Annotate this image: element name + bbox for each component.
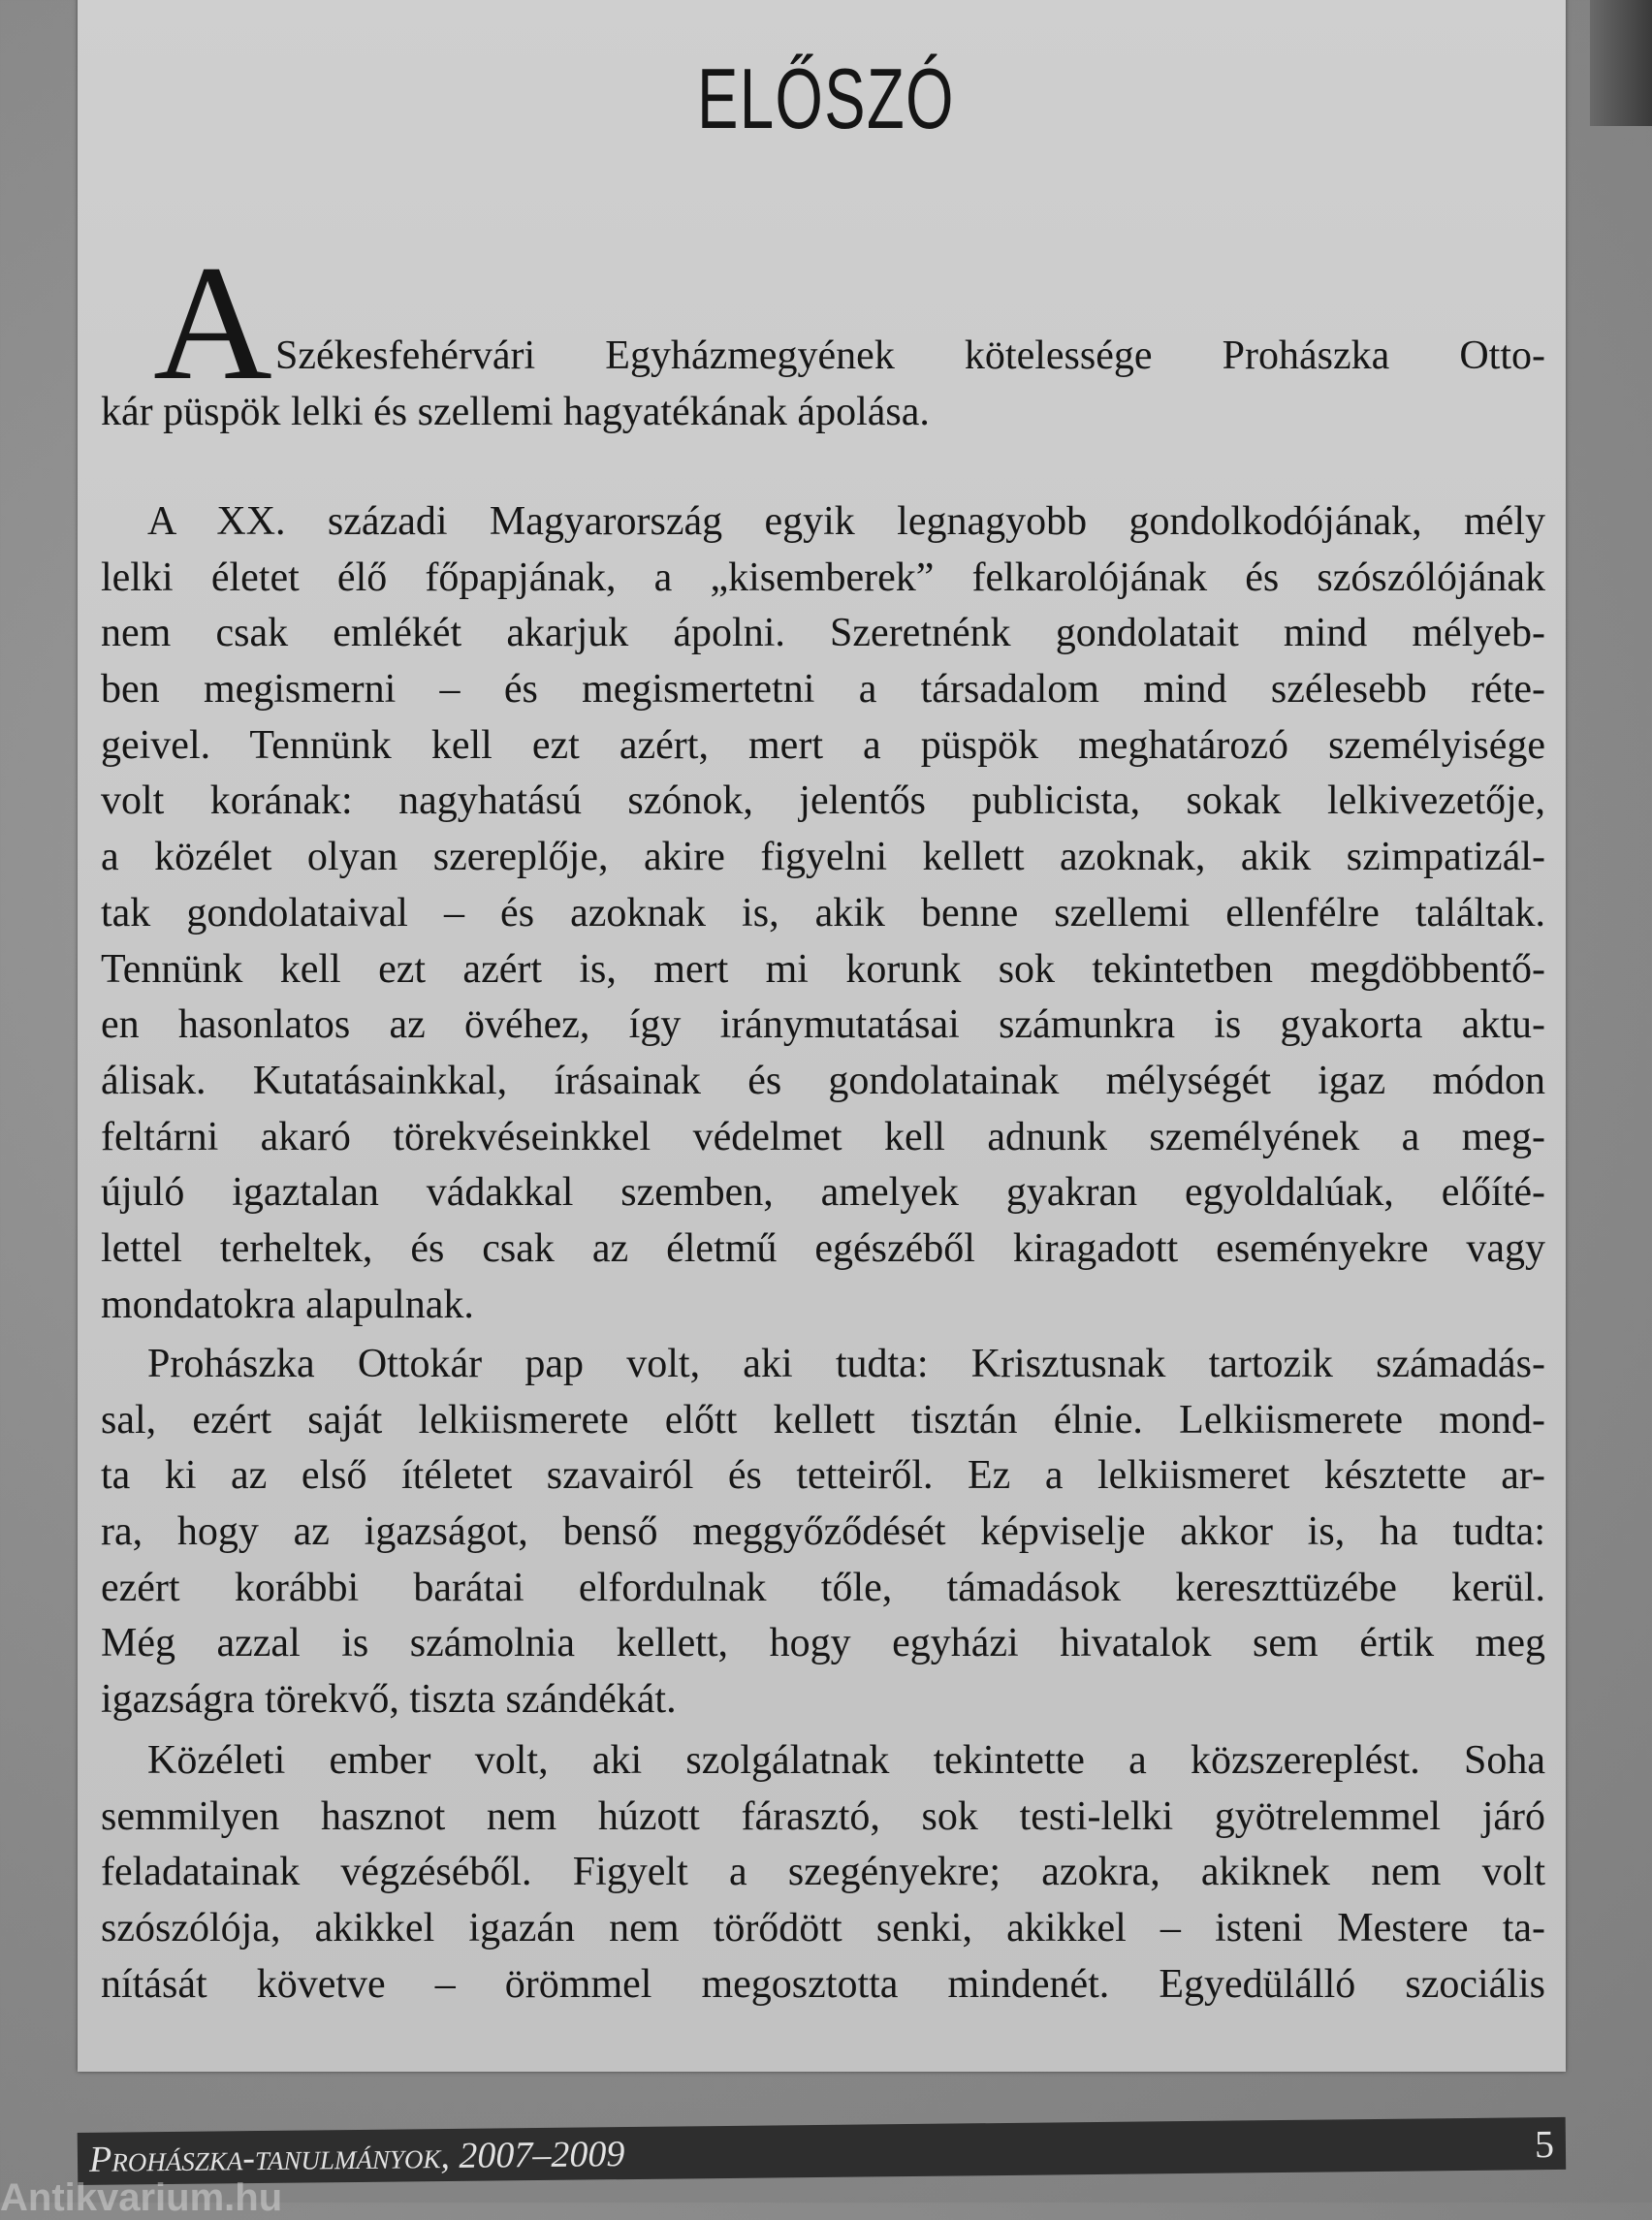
paragraph xyxy=(101,1337,1545,1728)
text-line: nem csak emlékét akarjuk ápolni. Szeretnénk gondolatait mind mélyeb- xyxy=(101,611,1545,656)
text-line: nítását követve – örömmel megosztotta mindenét. Egyedülálló szociális xyxy=(101,1961,1545,2007)
text-line: kár püspök lelki és szellemi hagyatékának ápolása. xyxy=(101,389,930,434)
footer-bar xyxy=(78,2117,1566,2185)
text-line: ra, hogy az igazságot, benső meggyőződését képviselje akkor is, ha tudta: xyxy=(101,1509,1545,1555)
paragraph xyxy=(101,494,1545,1333)
text-line: Közéleti ember volt, aki szolgálatnak tekintette a közszereplést. Soha xyxy=(147,1738,1545,1783)
text-line: feltárni akaró törekvéseinkkel védelmet kell adnunk személyének a meg- xyxy=(101,1114,1545,1159)
text-line: a közélet olyan szereplője, akire figyelni kellett azoknak, akik szimpatizál- xyxy=(101,835,1545,880)
text-line: mondatokra alapulnak. xyxy=(101,1282,474,1327)
text-line: tak gondolataival – és azoknak is, akik benne szellemi ellenfélre találtak. xyxy=(101,890,1545,936)
text-line: álisak. Kutatásainkkal, írásainak és gondolatainak mélységét igaz módon xyxy=(101,1058,1545,1103)
text-line: Még azzal is számolnia kellett, hogy egyházi hivatalok sem értik meg xyxy=(101,1621,1545,1666)
drop-cap: A xyxy=(153,232,272,414)
text-line: újuló igaztalan vádakkal szemben, amelyek gyakran egyoldalúak, előíté- xyxy=(101,1170,1545,1216)
text-line: Tennünk kell ezt azért is, mert mi korunk sok tekintetben megdöbbentő- xyxy=(101,946,1545,992)
text-line: ezért korábbi barátai elfordulnak tőle, támadások kereszttüzébe kerül. xyxy=(101,1565,1545,1610)
adjacent-book-spine xyxy=(1590,0,1652,126)
text-line: igazságra törekvő, tiszta szándékát. xyxy=(101,1677,677,1723)
text-line: feladatainak végzéséből. Figyelt a szegényekre; azokra, akiknek nem volt xyxy=(101,1850,1545,1895)
text-line: A XX. századi Magyarország egyik legnagyobb gondolkodójának, mély xyxy=(147,499,1545,544)
text-line: lelki életet élő főpapjának, a „kisemberek” felkarolójának és szószólójának xyxy=(101,555,1545,600)
page-number: 5 xyxy=(1534,2122,1555,2167)
paragraph xyxy=(101,1733,1545,2013)
watermark: Antikvarium.hu xyxy=(0,2176,283,2219)
page-title: ELŐSZÓ xyxy=(697,50,955,146)
paragraph xyxy=(101,329,1545,440)
text-line: sal, ezért saját lelkiismerete előtt kellett tisztán élnie. Lelkiismerete mond- xyxy=(101,1397,1545,1443)
text-line: semmilyen hasznot nem húzott fárasztó, sok testi-lelki gyötrelemmel járó xyxy=(101,1793,1545,1839)
text-line: en hasonlatos az övéhez, így iránymutatásai számunkra is gyakorta aktu- xyxy=(101,1002,1545,1048)
text-line: Prohászka Ottokár pap volt, aki tudta: Krisztusnak tartozik számadás- xyxy=(147,1342,1545,1386)
text-line: Székesfehérvári Egyházmegyének kötelessége Prohászka Otto- xyxy=(275,333,1545,378)
text-line: geivel. Tennünk kell ezt azért, mert a püspök meghatározó személyisége xyxy=(101,722,1545,768)
text-line: szószólója, akikkel igazán nem törődött senki, akikkel – isteni Mestere ta- xyxy=(101,1906,1545,1951)
text-line: lettel terheltek, és csak az életmű egészéből kiragadott eseményekre vagy xyxy=(101,1225,1545,1271)
footer-title: Prohászka-tanulmányok, 2007–2009 xyxy=(88,2134,625,2180)
text-line: ben megismerni – és megismertetni a társadalom mind szélesebb réte- xyxy=(101,667,1545,713)
text-line: volt korának: nagyhatású szónok, jelentős publicista, sokak lelkivezetője, xyxy=(101,778,1545,824)
text-line: ta ki az első ítéletet szavairól és tetteiről. Ez a lelkiismeret késztette ar- xyxy=(101,1453,1545,1499)
